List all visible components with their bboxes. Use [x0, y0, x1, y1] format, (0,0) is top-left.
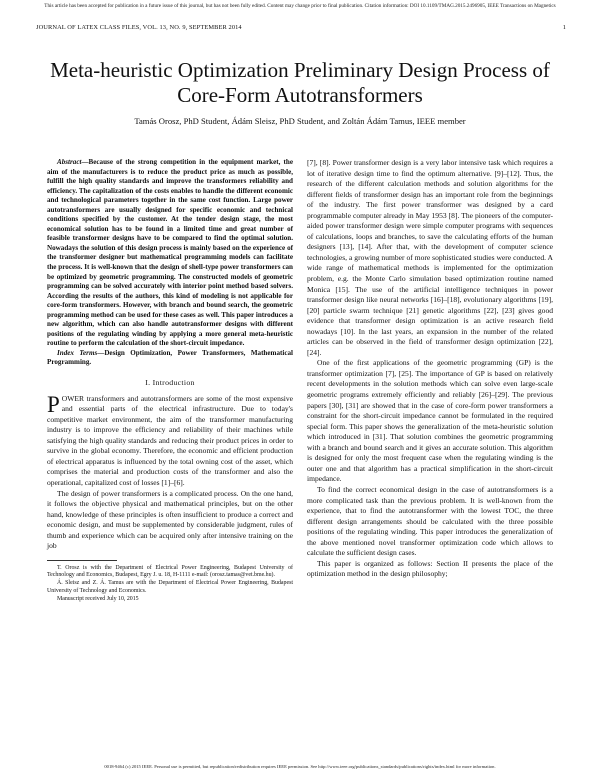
footnote-affiliation-1: T. Orosz is with the Department of Electrical Power Engineering, Budapest University of Technology and Economics, Budapest, Egry J. u. 18, H-1111 e-mail: (orosz.tamas@vet.bme.hu). — [47, 564, 293, 579]
body-paragraph-1: [7], [8]. Power transformer design is a very labor intensive task which requires a lot of iterative design time to find the optimum alternative. [9]–[12]. Thus, the research of the different calculation methods and solution algorithms for the different fields of transformer design has an important role from the beginnings of the industry. The first power transformer was designed by a card programmable computer already in May 1953 [8]. The pioneers of the computer-aided power transformer design were simple computer programs with sequences of calculations, loops and branches, to save the calculating efforts of the human designers [13], [14]. After that, with the development of computer science technologies, a growing number of more sophisticated studies were conducted. A wide range of mathematical methods is implemented for the optimization problem, e.g. the Monte Carlo simulation based optimization routine named Monica [15]. The use of the artificial intelligence techniques in power transformer design like neural networks [16]–[18], evolutionary algorithms [19], [20] particle swarm technique [21] genetic algorithms [22], [23] gives good evidence that transformer design optimization is an active research field nowadays [10]. In the last years, an expansion in the number of the related articles can be observed in the field of transformer design optimization [22], [24]. — [307, 158, 553, 357]
paper-title: Meta-heuristic Optimization Preliminary Design Process of Core-Form Autotransformers — [50, 58, 550, 107]
body-paragraph-4: This paper is organized as follows: Section II presents the place of the optimization method in the design philosophy; — [307, 558, 553, 579]
intro-paragraph-2: The design of power transformers is a complicated process. On the one hand, it follows the objective physical and mathematical principles, but on the other hand, knowledge of these principles is often insufficient to produce a correct and economic design, and must be supplemented by considerable judgment, rules of thumb and experience which can be acquired only after intensive training on the job — [47, 488, 293, 551]
body-paragraph-2: One of the first applications of the geometric programming (GP) is the transformer optimization [7], [25]. The importance of GP is based on relatively recent developments in the solution methods which can solve even large-scale geometric programs extremely efficiently and reliably [26]–[29]. The previous papers [30], [31] are showed that in the case of core-form power transformers a constraint for the short-circuit impedance cannot be formulated in the required special form. This paper shows the generalization of the meta-heuristic solution which introduced in [31]. That solution combines the geometric programming with a branch and bound search and it gives an accurate solution. This algorithm is designed for only the most frequent case when the regulating winding is the outer one and that algorithm has a practical simplification in the short-circuit impedance. — [307, 358, 553, 484]
footnote-affiliation-2: Á. Sleisz and Z. Á. Tamus are with the Department of Electrical Power Engineering, Budapest University of Technology and Economics. — [47, 580, 293, 594]
journal-info: JOURNAL OF LATEX CLASS FILES, VOL. 13, NO. 9, SEPTEMBER 2014 — [36, 24, 242, 31]
copyright-license-footer: 0018-9464 (c) 2015 IEEE. Personal use is permitted, but republication/redistribution requires IEEE permission. See http://www.ieee.org/publications_standards/publications/rights/index.html for more information. — [104, 764, 496, 769]
intro-paragraph-1 — [47, 391, 293, 489]
index-terms-text: —Design Optimization, Power Transformers, Mathematical Programming. — [47, 348, 293, 367]
left-column — [47, 158, 293, 603]
author-line: Tamás Orosz, PhD Student, Ádám Sleisz, PhD Student, and Zoltán Ádám Tamus, IEEE member — [134, 116, 466, 126]
intro-first-word: OWER — [61, 393, 85, 403]
running-header — [36, 24, 566, 31]
abstract-text: —Because of the strong competition in the equipment market, the aim of the manufacturers is to reduce the product price as much as possible, fulfill the high quality standards and improve the transformers reliability and efficiency. The capitalization of the costs enables to handle the different economic and technological parameters together in the same cost function. Large power autotransformers are usually designed for specific economic and technical conditions specified by the customer. At the tender design stage, the most economical solution has to be found in a limited time and great number of feasible transformer designs have to be compared to find the optimal solution. Nowadays the solution of this design process is mainly based on the experience of the transformer designer but mathematical programming models can facilitate the process. It is well-known that the design of shell-type power transformers can be optimized by geometric programming. The constructed models of geometric programming can be solved accurately with interior point method based solvers. According the results of the authors, this kind of modeling is not applicable for core-form transformers. However, with branch and bound search, the geometric programming method can be used for these cases as well. This paper introduces a new algorithm, which can also handle autotransformer designs with different positions of the regulating winding by applying a more general meta-heuristic routine to perform the calculation of the short-circuit impedance. — [47, 158, 293, 348]
right-column — [307, 158, 553, 580]
prepublication-notice: This article has been accepted for publication in a future issue of this journal, but has not been fully edited. Content may change prior to final publication. Citation information: DOI 10.1109/TMAG.2015.2496905, IEEE Transactions on Magnetics — [44, 3, 556, 9]
abstract-label: Abstract — [57, 158, 82, 166]
body-paragraph-3: To find the correct economical design in the case of autotransformers is a more complicated task than the previous problem. It is well-known from the experience, that to find the autotransformer with the lowest TOC, the three different design arrangements should be calculated with the three possible positions of the regulating winding. This paper introduces the generalization of the above mentioned novel transformer optimization code which allows to calculate the sufficient design cases. — [307, 484, 553, 558]
drop-cap: P — [47, 391, 60, 417]
intro-paragraph-1-text: transformers and autotransformers are some of the most expensive and essential parts of the electrical infrastructure. Due to today's competitive market environment, the aim of the transformer manufacturing industry is to improve the efficiency and reliability of their machines while satisfying the high quality standards and reducing their product prices in order to survive in the global economy. Therefore, the economic and efficient production of electrical apparatus is influenced by the total owning cost of the asset, which comprises the material and production costs of the transformer and also the operational, capitalized cost of losses [1]–[6]. — [47, 393, 293, 487]
footnote-received: Manuscript received July 10, 2015 — [57, 595, 139, 602]
index-terms — [47, 349, 293, 368]
section-heading-introduction: I. Introduction — [145, 378, 195, 388]
abstract — [47, 158, 293, 349]
index-terms-label: Index Terms — [57, 348, 98, 357]
page-number: 1 — [562, 24, 566, 31]
